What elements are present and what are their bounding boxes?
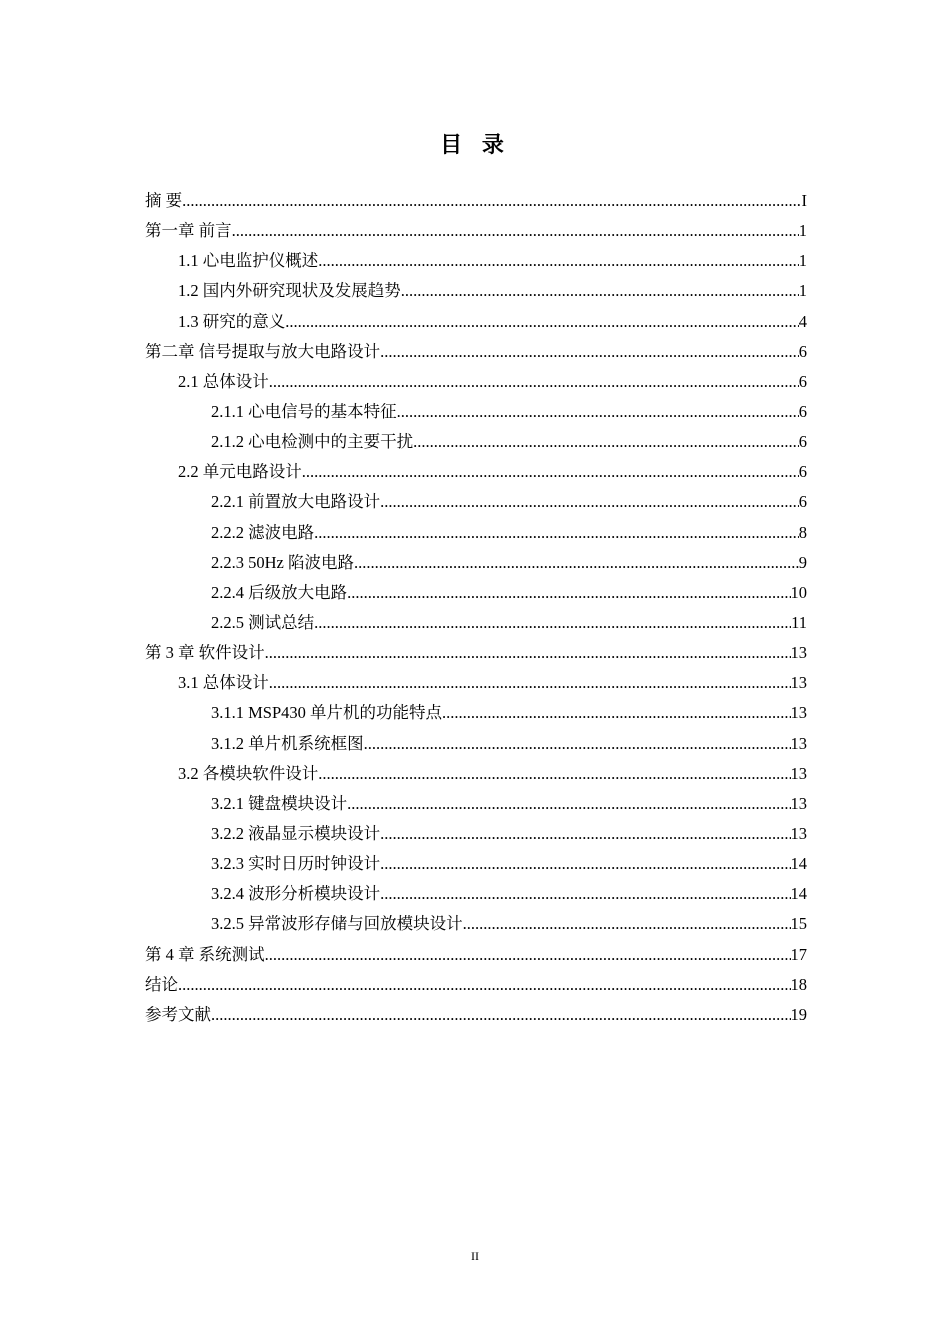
toc-entry-page-number: 6 [798, 371, 807, 391]
toc-entry[interactable] [145, 608, 807, 638]
toc-entry-page-number: I [801, 191, 807, 210]
toc-entry-label: 第二章 信号提取与放大电路设计 [145, 341, 381, 361]
dot-leader [380, 337, 799, 367]
toc-entry-page-number: 6 [798, 492, 807, 512]
toc-entry-label: 第一章 前言 [145, 221, 232, 241]
toc-entry[interactable] [145, 397, 807, 427]
toc-entry[interactable] [145, 849, 807, 879]
toc-entry-label: 3.1.2 单片机系统框图 [211, 733, 364, 753]
dot-leader [265, 638, 791, 668]
toc-entry-page-number: 6 [798, 401, 807, 421]
dot-leader [314, 608, 791, 638]
toc-entry-label: 第 4 章 系统测试 [145, 944, 265, 964]
toc-entry-page-number: 13 [790, 763, 807, 783]
toc-entry[interactable] [145, 1000, 807, 1030]
dot-leader [463, 909, 791, 939]
dot-leader [380, 879, 790, 909]
toc-entry[interactable] [145, 729, 807, 759]
toc-entry-page-number: 6 [798, 432, 807, 452]
dot-leader [380, 487, 799, 517]
toc-entry-page-number: 13 [790, 733, 807, 753]
dot-leader [285, 307, 799, 337]
dot-leader [232, 216, 799, 246]
toc-entry[interactable] [145, 427, 807, 457]
toc-entry[interactable] [145, 578, 807, 608]
toc-entry[interactable] [145, 548, 807, 578]
toc-entry-label: 第 3 章 软件设计 [145, 643, 265, 663]
toc-entry-label: 2.2 单元电路设计 [178, 462, 302, 482]
toc-entry[interactable] [145, 518, 807, 548]
toc-entry[interactable] [145, 698, 807, 728]
toc-entry[interactable] [145, 307, 807, 337]
toc-entry-page-number: 13 [790, 823, 807, 843]
dot-leader [364, 729, 791, 759]
dot-leader [314, 518, 799, 548]
toc-entry-page-number: 13 [790, 793, 807, 813]
dot-leader [211, 1000, 791, 1030]
dot-leader [380, 819, 790, 849]
toc-entry[interactable] [145, 457, 807, 487]
toc-entry-label: 3.2 各模块软件设计 [178, 763, 319, 783]
toc-entry-label: 3.2.1 键盘模块设计 [211, 793, 348, 813]
toc-entry-label: 2.2.1 前置放大电路设计 [211, 492, 381, 512]
toc-entry[interactable] [145, 759, 807, 789]
toc-entry-page-number: 13 [790, 673, 807, 693]
toc-entry[interactable] [145, 216, 807, 246]
toc-entry-label: 2.2.2 滤波电路 [211, 522, 315, 542]
toc-entry-page-number: 8 [798, 522, 807, 542]
dot-leader [269, 668, 791, 698]
toc-entry-page-number: 1 [798, 251, 807, 271]
toc-entry-label: 2.2.3 50Hz 陷波电路 [211, 552, 354, 572]
toc-entry-page-number: 6 [798, 341, 807, 361]
toc-entry-page-number: 15 [790, 914, 807, 934]
toc-entry-page-number: 10 [790, 582, 807, 602]
toc-entry-page-number: 6 [798, 462, 807, 482]
dot-leader [302, 457, 799, 487]
toc-entry-label: 3.2.4 波形分析模块设计 [211, 884, 381, 904]
dot-leader [347, 578, 790, 608]
page-number: II [471, 1249, 479, 1263]
toc-entry-label: 2.1.1 心电信号的基本特征 [211, 401, 397, 421]
toc-entry-label: 摘 要 [145, 191, 183, 210]
toc-entry-label: 3.1 总体设计 [178, 673, 269, 693]
toc-entry-page-number: 19 [790, 1004, 807, 1024]
toc-entry-label: 结论 [145, 974, 178, 994]
toc-entry-label: 2.1.2 心电检测中的主要干扰 [211, 432, 414, 452]
toc-entry[interactable] [145, 246, 807, 276]
toc-entry[interactable] [145, 970, 807, 1000]
toc-entry-label: 3.2.3 实时日历时钟设计 [211, 854, 381, 874]
toc-entry-label: 2.2.4 后级放大电路 [211, 582, 348, 602]
dot-leader [442, 698, 790, 728]
dot-leader [401, 276, 799, 306]
toc-entry-page-number: 14 [790, 854, 807, 874]
toc-entry-page-number: 17 [790, 944, 807, 964]
dot-leader [397, 397, 799, 427]
toc-entry-page-number: 4 [798, 311, 807, 331]
toc-entry[interactable] [145, 668, 807, 698]
toc-entry[interactable] [145, 638, 807, 668]
toc-entry[interactable] [145, 367, 807, 397]
toc-entry-label: 2.2.5 测试总结 [211, 612, 315, 632]
toc-entry-page-number: 13 [790, 703, 807, 723]
toc-entry[interactable] [145, 276, 807, 306]
toc-entry-label: 参考文献 [145, 1004, 211, 1024]
dot-leader [178, 970, 791, 1000]
toc-entry-page-number: 11 [791, 612, 807, 632]
dot-leader [413, 427, 799, 457]
toc-entry-label: 3.1.1 MSP430 单片机的功能特点 [211, 703, 443, 723]
toc-entry[interactable] [145, 337, 807, 367]
dot-leader [318, 246, 799, 276]
toc-entry-page-number: 9 [798, 552, 807, 572]
toc-entry[interactable] [145, 487, 807, 517]
toc-entry-label: 1.2 国内外研究现状及发展趋势 [178, 281, 401, 301]
dot-leader [354, 548, 799, 578]
page-title: 目 录 [440, 133, 510, 158]
toc-entry-page-number: 1 [798, 221, 807, 241]
toc-entry-page-number: 18 [790, 974, 807, 994]
dot-leader [318, 759, 790, 789]
dot-leader [380, 849, 790, 879]
table-of-contents [145, 186, 807, 1030]
toc-entry[interactable] [145, 940, 807, 970]
dot-leader [347, 789, 790, 819]
toc-entry-page-number: 14 [790, 884, 807, 904]
toc-entry[interactable] [145, 789, 807, 819]
toc-entry-label: 1.1 心电监护仪概述 [178, 251, 319, 271]
toc-entry[interactable] [145, 909, 807, 939]
toc-entry-page-number: 13 [790, 643, 807, 663]
dot-leader [269, 367, 799, 397]
toc-entry-label: 1.3 研究的意义 [178, 311, 286, 331]
toc-entry[interactable] [145, 819, 807, 849]
toc-entry[interactable] [145, 879, 807, 909]
dot-leader [265, 940, 791, 970]
toc-entry[interactable] [145, 186, 807, 216]
toc-entry-label: 3.2.5 异常波形存储与回放模块设计 [211, 914, 463, 934]
toc-entry-label: 2.1 总体设计 [178, 371, 269, 391]
toc-entry-label: 3.2.2 液晶显示模块设计 [211, 823, 381, 843]
dot-leader [182, 186, 801, 216]
toc-entry-page-number: 1 [798, 281, 807, 301]
